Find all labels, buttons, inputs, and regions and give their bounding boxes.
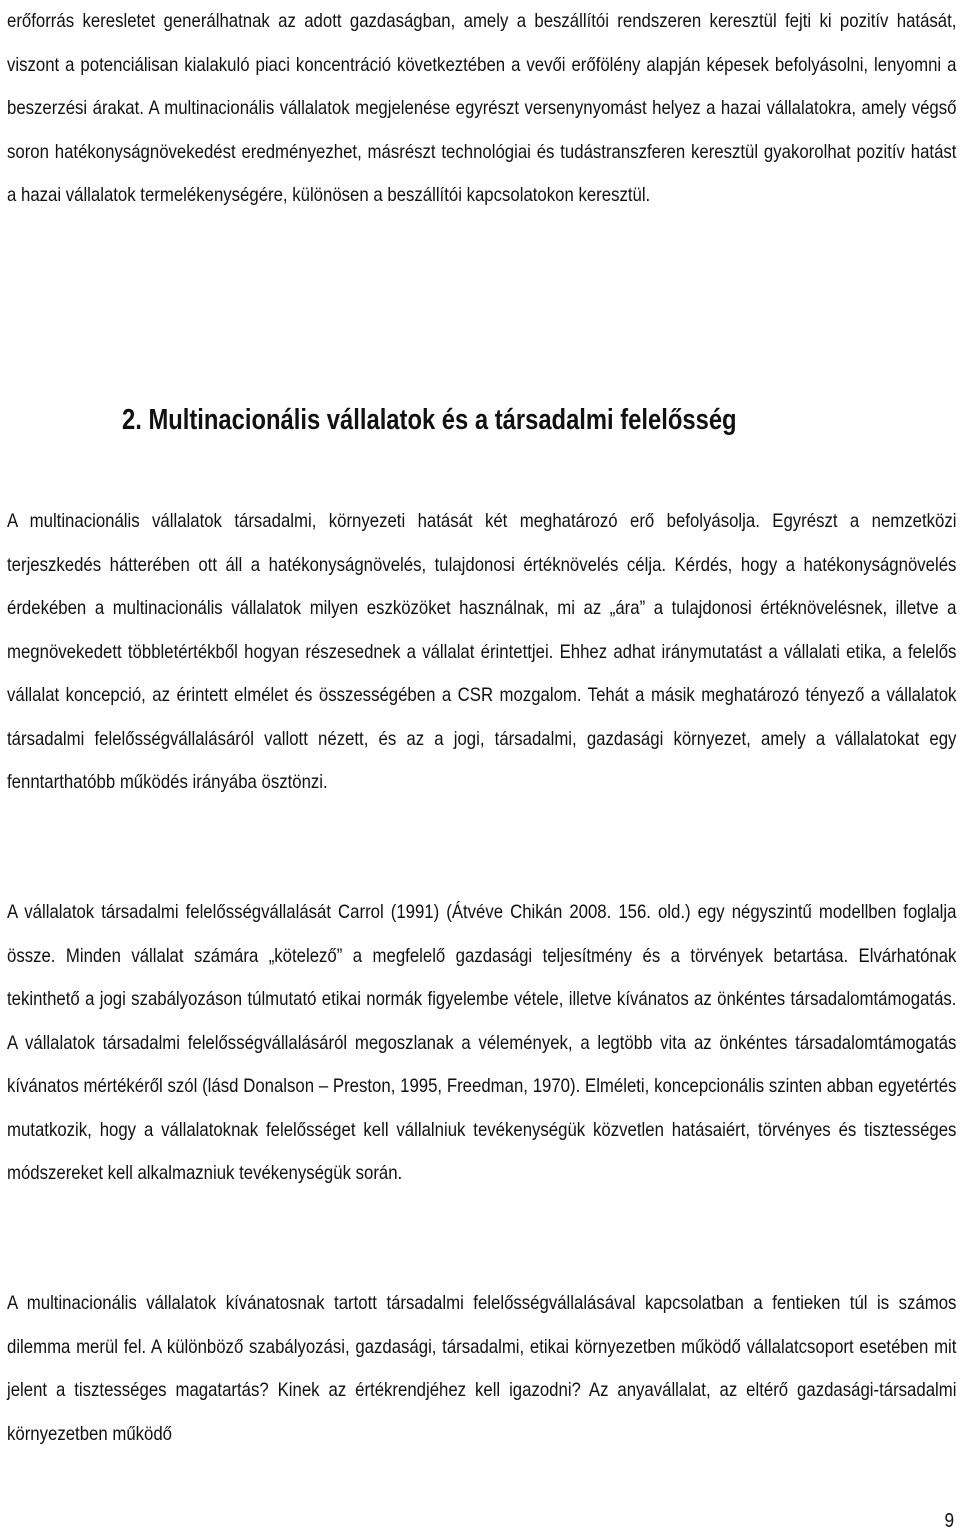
body-paragraph-1: erőforrás keresletet generálhatnak az adott gazdaságban, amely a beszállítói rendszeren keresztül fejti ki pozitív hatását, viszont a potenciálisan kialakuló piaci koncentráció következtében a vevői erőfölény alapján képesek befolyásolni, lenyomni a beszerzési árakat. A multinacionális vállalatok megjelenése egyrészt versenynyomást helyez a hazai vállalatokra, amely végső soron hatékonyságnövekedést eredményezhet, másrészt technológiai és tudástranszferen keresztül gyakorolhat pozitív hatást a hazai vállalatok termelékenységére, különösen a beszállítói kapcsolatokon keresztül. xyxy=(7,10,957,206)
body-paragraph-4: A multinacionális vállalatok kívánatosnak tartott társadalmi felelősségvállalásával kapcsolatban a fentieken túl is számos dilemma merül fel. A különböző szabályozási, gazdasági, társadalmi, etikai környezetben működő vállalatcsoport esetében mit jelent a tisztességes magatartás? Kinek az értékrendjéhez kell igazodni? Az anyavállalat, az eltérő gazdasági-társadalmi környezetben működő xyxy=(7,1292,957,1445)
page-number: 9 xyxy=(944,1510,954,1532)
body-paragraph-3: A vállalatok társadalmi felelősségvállalását Carrol (1991) (Átvéve Chikán 2008. 156. old.) egy négyszintű modellben foglalja össze. Minden vállalat számára „kötelező” a megfelelő gazdasági teljesítmény és a törvények betartása. Elvárhatónak tekinthető a jogi szabályozáson túlmutató etikai normák figyelembe vétele, illetve kívánatos az önkéntes társadalomtámogatás. A vállalatok társadalmi felelősségvállalásáról megoszlanak a vélemények, a legtöbb vita az önkéntes társadalomtámogatás kívánatos mértékéről szól (lásd Donalson – Preston, 1995, Freedman, 1970). Elméleti, koncepcionális szinten abban egyetértés mutatkozik, hogy a vállalatoknak felelősséget kell vállalniuk tevékenységük közvetlen hatásaiért, törvényes és tisztességes módszereket kell alkalmazniuk tevékenységük során. xyxy=(7,901,957,1184)
section-heading: 2. Multinacionális vállalatok és a társadalmi felelősség xyxy=(122,404,737,436)
body-paragraph-2: A multinacionális vállalatok társadalmi, környezeti hatását két meghatározó erő befolyásolja. Egyrészt a nemzetközi terjeszkedés hátterében ott áll a hatékonyságnövelés, tulajdonosi értéknövelés célja. Kérdés, hogy a hatékonyságnövelés érdekében a multinacionális vállalatok milyen eszközöket használnak, mi az „ára” a tulajdonosi értéknövelésnek, illetve a megnövekedett többletértékből hogyan részesednek a vállalat érintettjei. Ehhez adhat iránymutatást a vállalati etika, a felelős vállalat koncepció, az érintett elmélet és összességében a CSR mozgalom. Tehát a másik meghatározó tényező a vállalatok társadalmi felelősségvállalásáról vallott nézett, és az a jogi, társadalmi, gazdasági környezet, amely a vállalatokat egy fenntarthatóbb működés irányába ösztönzi. xyxy=(7,510,957,793)
